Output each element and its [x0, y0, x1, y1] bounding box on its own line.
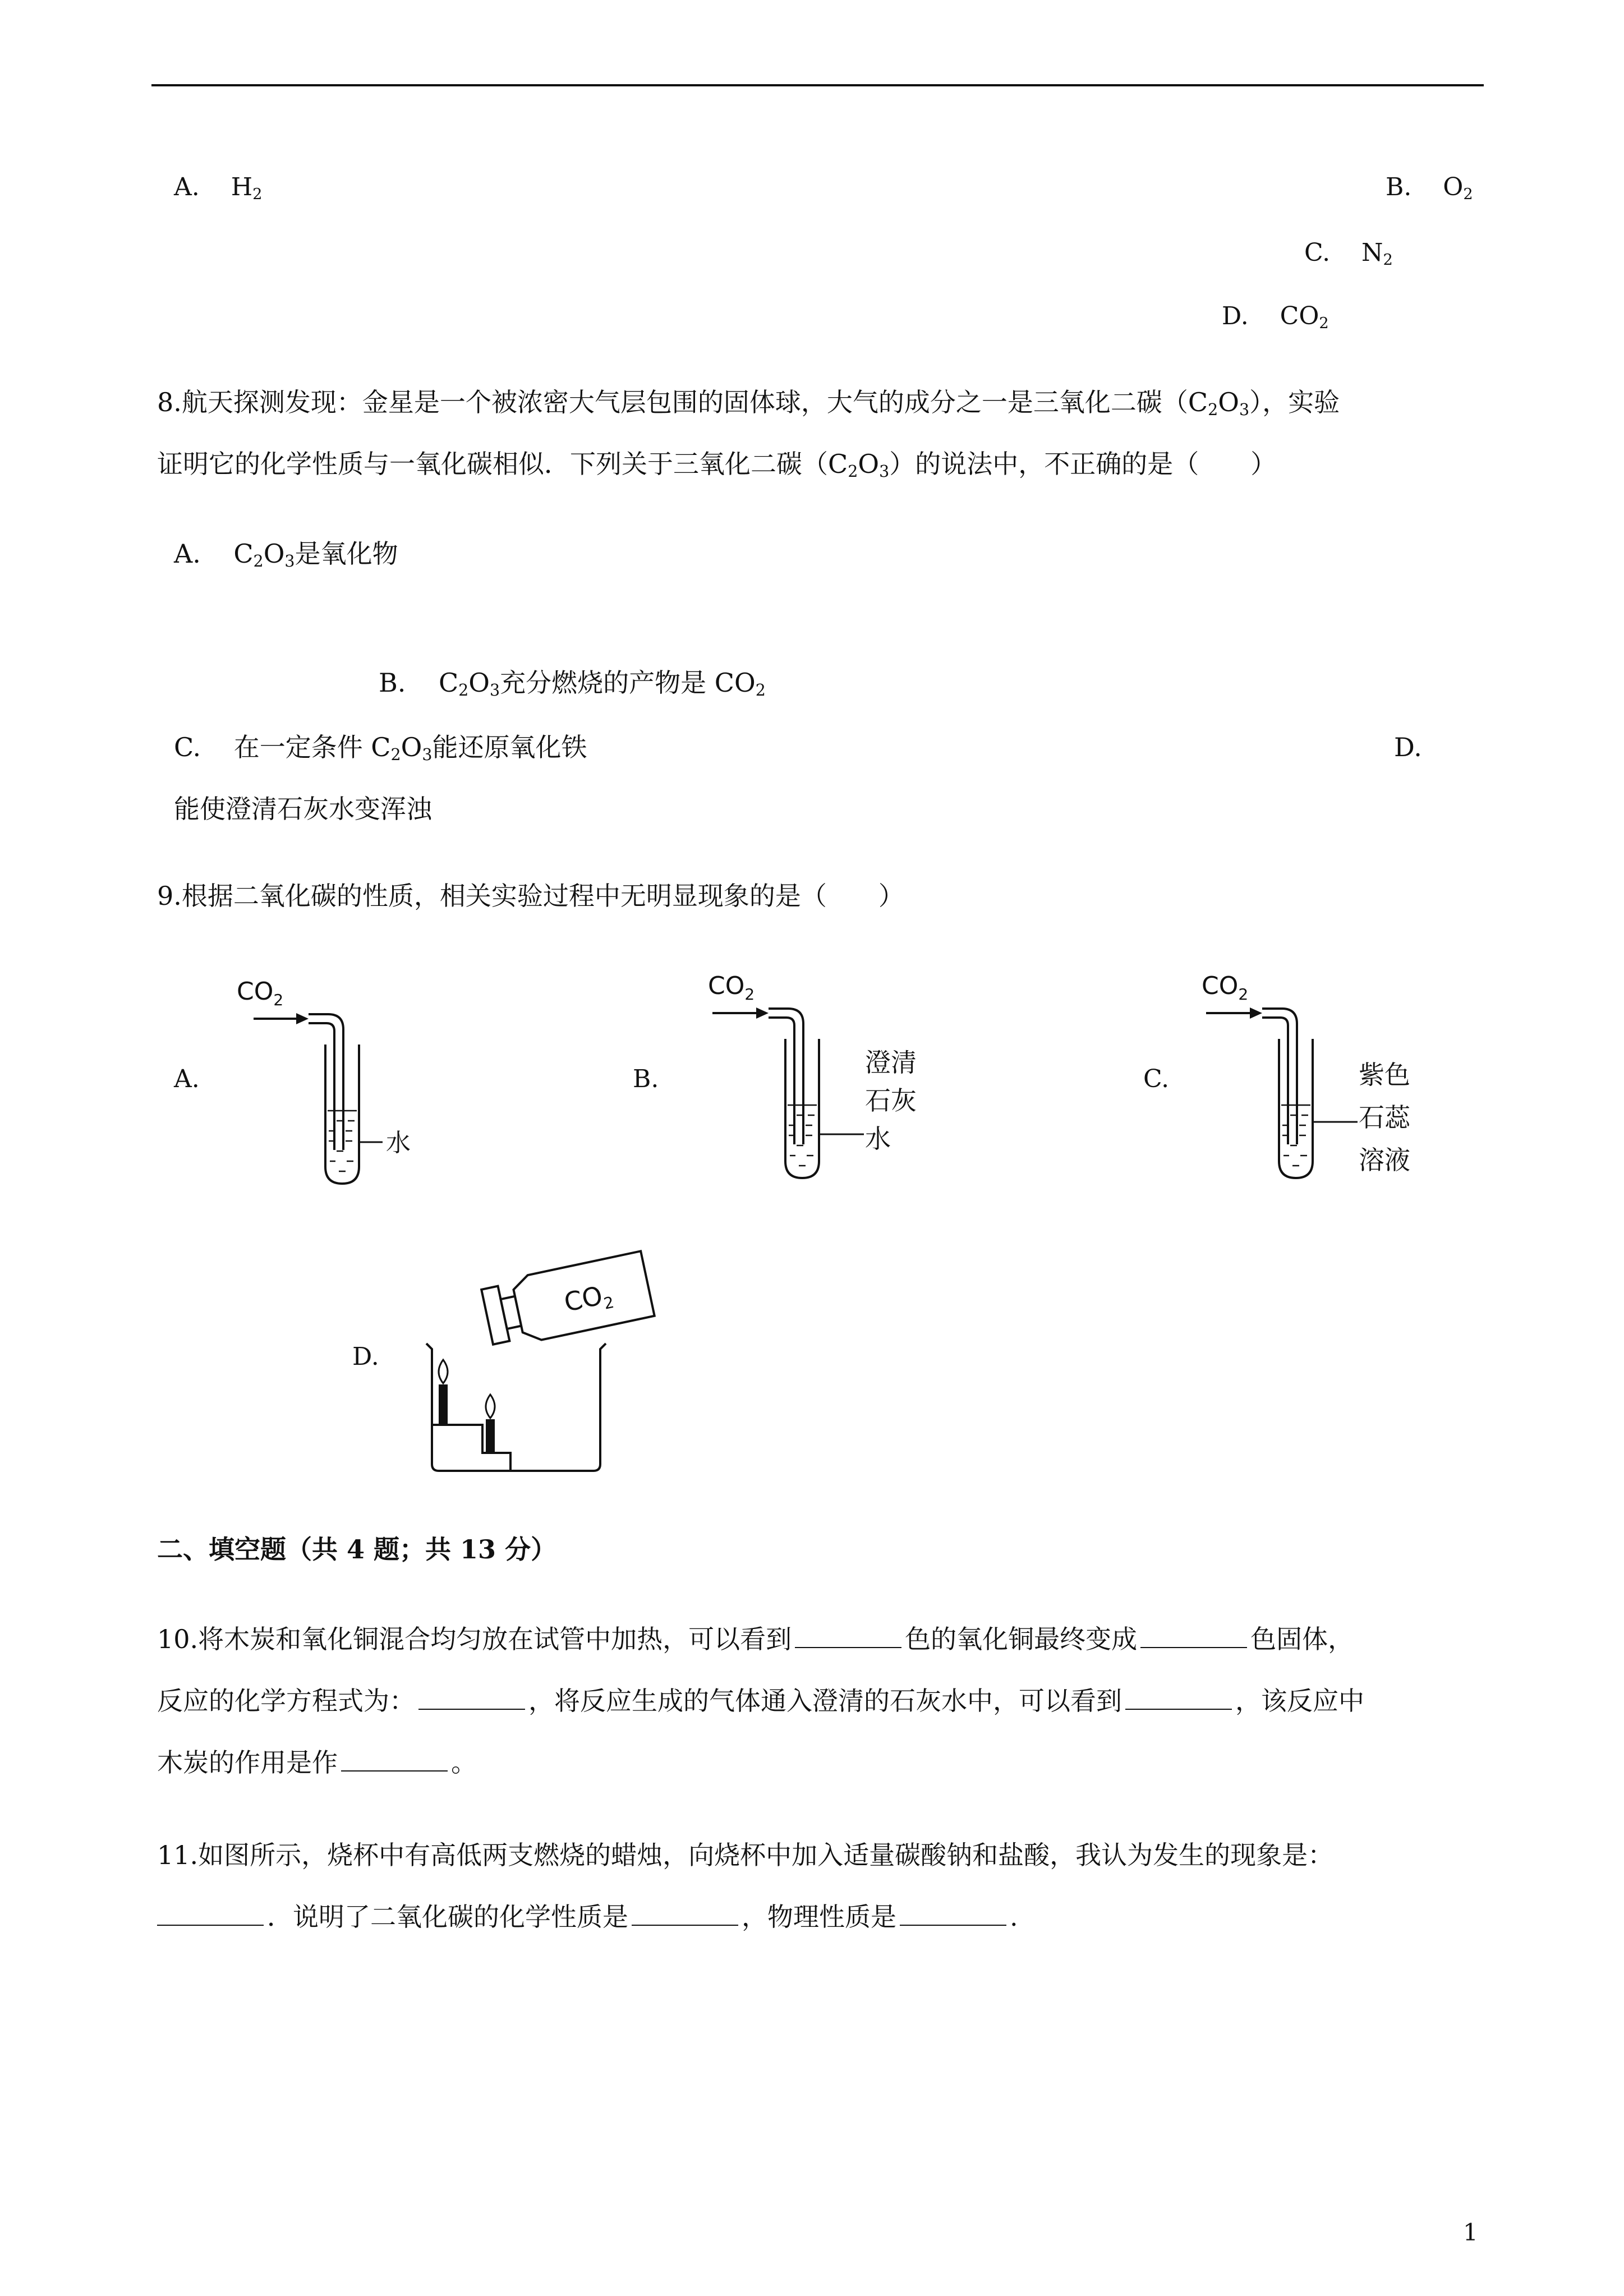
option-text: 是氧化物	[295, 539, 398, 569]
stem-text: ）的说法中，不正确的是（ ）	[889, 449, 1277, 479]
svg-text:CO2: $CO_2$	[708, 972, 755, 1004]
answer-blank[interactable]	[157, 1924, 264, 1926]
liquid-label-line2: 石蕊	[1359, 1102, 1410, 1133]
answer-blank[interactable]	[900, 1924, 1006, 1926]
subscript: 2	[390, 746, 401, 765]
option-text: 充分燃烧的产物是 CO	[500, 668, 756, 698]
short-candle	[486, 1419, 495, 1453]
q11-text: ．说明了二氧化碳的化学性质是	[267, 1902, 628, 1932]
subscript: 3	[879, 462, 890, 481]
subscript: 2	[458, 681, 469, 700]
subscript: 2	[848, 462, 858, 481]
answer-blank[interactable]	[418, 1708, 525, 1710]
q10-text: 色的氧化铜最终变成	[905, 1624, 1138, 1654]
subscript: 3	[490, 681, 500, 700]
arrow-head	[756, 1007, 769, 1019]
q10-text: ，该反应中	[1235, 1686, 1364, 1716]
q10-line2	[157, 1686, 1364, 1717]
q8-option-a	[174, 539, 398, 569]
subscript: 3	[422, 746, 433, 765]
stem-text: 证明它的化学性质与一氧化碳相似．下列关于三氧化二碳（C	[157, 449, 848, 479]
option-text: C	[233, 539, 254, 569]
stem-text: ），实验	[1249, 387, 1340, 417]
option-label: D.	[1222, 302, 1249, 330]
formula: H	[231, 173, 253, 201]
subscript: 2	[1383, 251, 1393, 269]
q10-line1	[157, 1624, 1354, 1655]
section-heading: 二、填空题（共 4 题；共 13 分）	[157, 1534, 557, 1565]
q9-option-c-label: C.	[1143, 1065, 1170, 1093]
answer-blank[interactable]	[341, 1770, 448, 1772]
subscript: 2	[1463, 185, 1473, 203]
q9-diagram-c	[1189, 959, 1436, 1189]
formula: CO	[1280, 302, 1319, 330]
q9-stem: 9.根据二氧化碳的性质，相关实验过程中无明显现象的是（ ）	[157, 881, 904, 911]
answer-blank[interactable]	[795, 1646, 901, 1648]
stem-text: O	[858, 449, 880, 479]
q11-text: ，物理性质是	[742, 1902, 896, 1932]
liquid-label: 水	[386, 1129, 411, 1157]
svg-text:CO2: $CO_2$	[561, 1280, 616, 1318]
q11-line2	[157, 1902, 1018, 1932]
q8-option-b	[379, 668, 766, 698]
liquid-label-line1: 紫色	[1359, 1060, 1410, 1090]
q8-option-c	[174, 732, 587, 763]
q7-option-c	[1304, 238, 1393, 268]
option-label: A.	[174, 173, 200, 201]
option-label: B.	[1386, 173, 1412, 201]
option-text: O	[401, 732, 422, 762]
subscript: 2	[1208, 401, 1218, 420]
q10-text: 反应的化学方程式为：	[157, 1686, 415, 1716]
q7-option-a	[174, 173, 262, 203]
option-text: C	[438, 668, 459, 698]
liquid-label-line1: 澄清	[865, 1047, 917, 1078]
q8-stem-line2	[157, 449, 1276, 480]
q10-line3	[157, 1747, 477, 1778]
q11-text: .	[1010, 1902, 1018, 1932]
q9-diagram-b	[696, 959, 942, 1189]
arrow-head	[296, 1013, 309, 1024]
liquid-label-line3: 溶液	[1359, 1145, 1410, 1175]
q11-line1: 11.如图所示，烧杯中有高低两支燃烧的蜡烛，向烧杯中加入适量碳酸钠和盐酸，我认为发生的现象是：	[157, 1840, 1334, 1870]
step-stand	[432, 1425, 510, 1471]
beaker	[426, 1343, 606, 1471]
gas-bottle	[481, 1251, 655, 1350]
option-text: 在一定条件 C	[233, 732, 391, 762]
answer-blank[interactable]	[1125, 1708, 1232, 1710]
subscript: 2	[1319, 314, 1329, 332]
q10-text: 木炭的作用是作	[157, 1747, 338, 1778]
page-number: 1	[1463, 2219, 1478, 2246]
option-text: O	[468, 668, 490, 698]
svg-text:CO2: $CO_2$	[237, 977, 284, 1009]
q7-option-d	[1222, 302, 1329, 332]
stem-text: O	[1218, 387, 1239, 417]
q8-option-d-label: D.	[1394, 732, 1422, 762]
option-text: 能还原氧化铁	[432, 732, 587, 762]
stem-text: 8.航天探测发现：金星是一个被浓密大气层包围的固体球，大气的成分之一是三氧化二碳（C	[157, 387, 1208, 417]
q9-option-b-label: B.	[633, 1065, 659, 1093]
flame-icon	[439, 1360, 448, 1383]
q9-option-d-label: D.	[352, 1342, 379, 1371]
option-label: B.	[379, 668, 406, 698]
flame-icon	[486, 1395, 495, 1418]
svg-text:CO2: $CO_2$	[1202, 972, 1249, 1004]
arrow-head	[1250, 1007, 1262, 1019]
header-rule	[151, 84, 1484, 86]
liquid-label-line2: 石灰	[865, 1085, 917, 1116]
formula: N	[1361, 238, 1383, 267]
tall-candle	[439, 1384, 448, 1425]
q9-diagram-d	[415, 1240, 673, 1481]
subscript: 2	[253, 552, 264, 571]
q10-text: 10.将木炭和氧化铜混合均匀放在试管中加热，可以看到	[157, 1624, 792, 1654]
q9-diagram-a	[224, 965, 438, 1189]
subscript: 2	[252, 185, 263, 203]
q10-text: 。	[451, 1747, 477, 1778]
q9-option-a-label: A.	[174, 1065, 200, 1093]
q10-text: 色固体，	[1250, 1624, 1354, 1654]
option-text: O	[263, 539, 285, 569]
liquid-label-line3: 水	[865, 1124, 891, 1154]
option-label: C.	[174, 732, 201, 762]
option-label: C.	[1304, 238, 1331, 267]
subscript: 2	[755, 681, 766, 700]
subscript: 3	[284, 552, 295, 571]
q8-stem-line1	[157, 387, 1340, 418]
answer-blank[interactable]	[632, 1924, 738, 1926]
q10-text: ，将反应生成的气体通入澄清的石灰水中，可以看到	[528, 1686, 1122, 1716]
q8-option-d-text: 能使澄清石灰水变浑浊	[174, 794, 432, 824]
option-label: A.	[174, 539, 201, 569]
q7-option-b	[1386, 173, 1473, 203]
formula: O	[1443, 173, 1464, 201]
subscript: 3	[1239, 401, 1250, 420]
answer-blank[interactable]	[1140, 1646, 1247, 1648]
